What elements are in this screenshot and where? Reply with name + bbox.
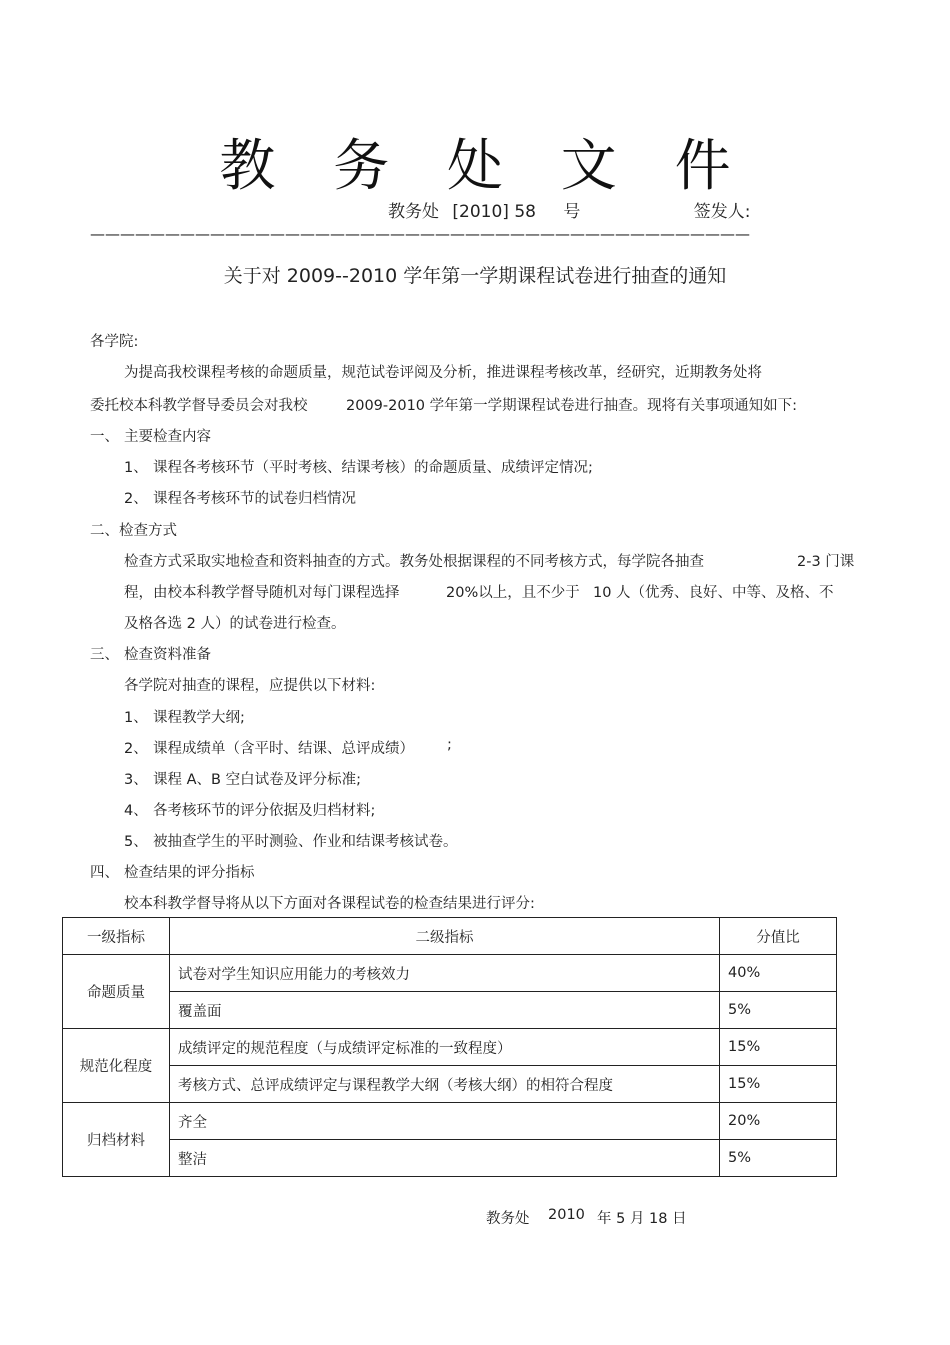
scoring-table [62, 917, 837, 1177]
weight-cell: 40% [720, 955, 837, 992]
section-2-line-1a: 检查方式采取实地检查和资料抽查的方式。教务处根据课程的不同考核方式，每学院各抽查 [124, 554, 704, 570]
intro-line-2a: 委托校本科教学督导委员会对我校 [90, 398, 308, 414]
section-3-item-num-5: 5、 [124, 834, 148, 850]
weight-cell: 20% [720, 1103, 837, 1140]
header-cell-level-1: 一级指标 [63, 918, 170, 955]
header-rule: ———————————————————————————————————————————— [90, 225, 750, 241]
section-3-lead: 各学院对抽查的课程，应提供以下材料: [124, 678, 376, 694]
doc-prefix: 教务处 [388, 202, 439, 222]
section-2-line-3: 及格各选 2 人）的试卷进行检查。 [124, 616, 346, 632]
item-cell: 齐全 [170, 1103, 720, 1140]
footer-issuer: 教务处 [486, 1211, 530, 1227]
signer-label: 签发人: [693, 202, 751, 222]
section-2-line-1b: 2-3 门课 [797, 554, 855, 570]
section-4-number: 四、 [90, 865, 119, 881]
item-cell: 试卷对学生知识应用能力的考核效力 [170, 955, 720, 992]
section-3-heading: 检查资料准备 [124, 647, 211, 663]
section-2-line-2b: 20%以上，且不少于 [446, 585, 580, 601]
section-4-heading: 检查结果的评分指标 [124, 865, 255, 881]
weight-cell: 5% [720, 1140, 837, 1177]
item-cell: 整洁 [170, 1140, 720, 1177]
weight-cell: 15% [720, 1029, 837, 1066]
table-row [63, 992, 837, 1029]
doc-suffix: 号 [563, 202, 581, 222]
addressee: 各学院: [90, 334, 139, 350]
section-3-item-num-2: 2、 [124, 741, 148, 757]
section-1-item-2: 课程各考核环节的试卷归档情况 [153, 491, 356, 507]
item-cell: 成绩评定的规范程度（与成绩评定标准的一致程度） [170, 1029, 720, 1066]
section-2-line-2a: 程，由校本科教学督导随机对每门课程选择 [124, 585, 400, 601]
section-3-item-4: 各考核环节的评分依据及归档材料; [153, 803, 376, 819]
section-3-item-5: 被抽查学生的平时测验、作业和结课考核试卷。 [153, 834, 458, 850]
doc-year-number: [2010] 58 [452, 202, 536, 222]
table-row [63, 1103, 837, 1140]
group-cell: 归档材料 [63, 1103, 170, 1177]
item-cell: 考核方式、总评成绩评定与课程教学大纲（考核大纲）的相符合程度 [170, 1066, 720, 1103]
weight-cell: 15% [720, 1066, 837, 1103]
footer-date: 年 5 月 18 日 [597, 1211, 687, 1227]
weight-cell: 5% [720, 992, 837, 1029]
table-row [63, 1066, 837, 1103]
header-cell-weight: 分值比 [720, 918, 837, 955]
section-1-number: 一、 [90, 429, 119, 445]
section-1-item-num-2: 2、 [124, 491, 148, 507]
section-3-item-3: 课程 A、B 空白试卷及评分标准; [153, 772, 361, 788]
section-3-item-num-3: 3、 [124, 772, 148, 788]
document-title: 教 务 处 文 件 [219, 134, 751, 199]
group-cell: 命题质量 [63, 955, 170, 1029]
section-1-item-1: 课程各考核环节（平时考核、结课考核）的命题质量、成绩评定情况; [153, 460, 593, 476]
section-3-item-num-1: 1、 [124, 710, 148, 726]
footer-year: 2010 [548, 1207, 585, 1223]
section-3-item-1: 课程教学大纲; [153, 710, 245, 726]
table-header-row [63, 918, 837, 955]
section-4-lead: 校本科教学督导将从以下方面对各课程试卷的检查结果进行评分: [124, 896, 535, 912]
document-number-line [388, 197, 751, 222]
section-2-line-2c: 10 人（优秀、良好、中等、及格、不 [593, 585, 834, 601]
section-3-number: 三、 [90, 647, 119, 663]
section-3-item-2: 课程成绩单（含平时、结课、总评成绩） [153, 741, 414, 757]
section-2-heading: 二、检查方式 [90, 523, 177, 539]
table-row [63, 1140, 837, 1177]
section-1-heading: 主要检查内容 [124, 429, 211, 445]
notice-title: 关于对 2009--2010 学年第一学期课程试卷进行抽查的通知 [223, 265, 727, 287]
header-cell-level-2: 二级指标 [170, 918, 720, 955]
table-row [63, 955, 837, 992]
table-row [63, 1029, 837, 1066]
item-cell: 覆盖面 [170, 992, 720, 1029]
section-1-item-num-1: 1、 [124, 460, 148, 476]
intro-line-1: 为提高我校课程考核的命题质量，规范试卷评阅及分析，推进课程考核改革，经研究，近期教务处将 [124, 365, 762, 381]
section-3-item-2-tail: ; [447, 737, 452, 753]
intro-line-2b: 2009-2010 学年第一学期课程试卷进行抽查。现将有关事项通知如下: [346, 398, 798, 414]
group-cell: 规范化程度 [63, 1029, 170, 1103]
section-3-item-num-4: 4、 [124, 803, 148, 819]
